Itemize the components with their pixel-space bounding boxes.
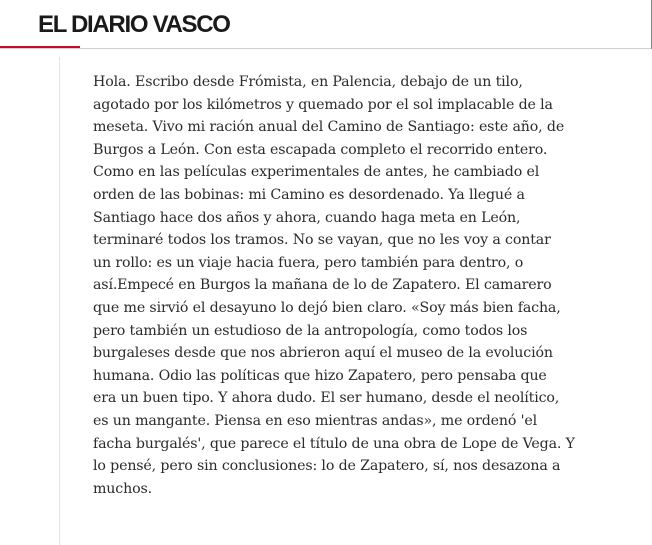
article-line: burgaleses desde que nos abrieron aquí el museo de la evolución <box>93 345 553 362</box>
article-line: así.Empecé en Burgos la mañana de lo de Zapatero. El camarero <box>93 277 552 294</box>
article-line: Burgos a León. Con esta escapada completo el recorrido entero. <box>93 141 548 158</box>
article-line: lo pensé, pero sin conclusiones: lo de Zapatero, sí, nos desazona a <box>93 458 561 475</box>
article-line: muchos. <box>93 480 152 497</box>
article-line: pero también un estudioso de la antropología, como todos los <box>93 322 528 339</box>
article-line: un rollo: es un viaje hacia fuera, pero también para dentro, o <box>93 254 524 271</box>
article-left-rule <box>59 57 60 545</box>
article-line: humana. Odio las políticas que hizo Zapatero, pero pensaba que <box>93 367 547 384</box>
site-logo[interactable]: EL DIARIO VASCO <box>38 11 230 38</box>
article-line: Hola. Escribo desde Frómista, en Palencia, debajo de un tilo, <box>93 74 523 90</box>
article-paragraph <box>93 71 596 500</box>
article-line: Santiago hace dos años y ahora, cuando haga meta en León, <box>93 209 521 226</box>
article-line: orden de las bobinas: mi Camino es desordenado. Ya llegué a <box>93 186 525 203</box>
article-line: agotado por los kilómetros y quemado por el sol implacable de la <box>93 96 553 113</box>
article-body <box>0 49 652 545</box>
article-line: Como en las películas experimentales de antes, he cambiado el <box>93 164 540 181</box>
article-line: era un buen tipo. Y ahora dudo. El ser humano, desde el neolítico, <box>93 390 560 407</box>
article-line: terminaré todos los tramos. No se vayan, que no les voy a contar <box>93 232 551 249</box>
article-line: facha burgalés', que parece el título de una obra de Lope de Vega. Y <box>93 435 575 452</box>
article-line: es un mangante. Piensa en eso mientras andas», me ordenó 'el <box>93 412 538 429</box>
site-header <box>0 0 652 50</box>
article-line: meseta. Vivo mi ración anual del Camino de Santiago: este año, de <box>93 119 565 136</box>
article-line: que me sirvió el desayuno lo dejó bien claro. «Soy más bien facha, <box>93 299 561 316</box>
